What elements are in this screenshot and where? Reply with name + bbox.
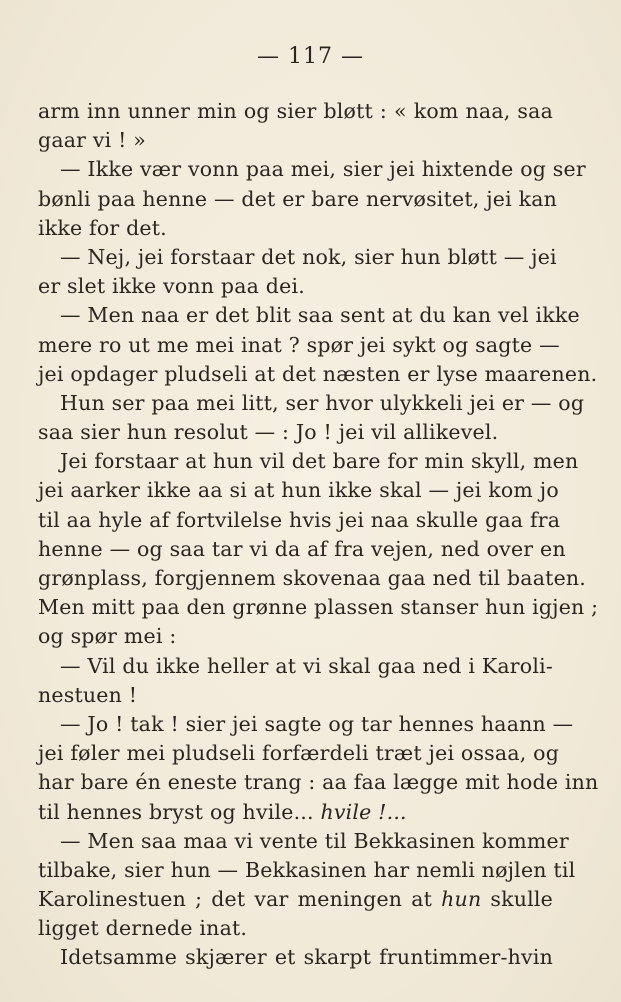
text-line: — Jo ! tak ! sier jei sagte og tar hennes haann — [60, 711, 574, 736]
text-line: jei føler mei pludseli forfærdeli træt jei ossaa, og [38, 741, 560, 766]
text-line: arm inn unner min og sier bløtt : « kom naa, saa [38, 99, 553, 123]
text-line-italic: hun [441, 887, 482, 912]
text-line: — Men naa er det blit saa sent at du kan vel ikke [60, 303, 580, 328]
text-line: har bare én eneste trang : aa faa lægge mit hode inn [38, 770, 599, 795]
text-line: er slet ikke vonn paa dei. [38, 274, 305, 299]
text-line: mere ro ut me mei inat ? spør jei sykt og sagte — [38, 332, 560, 357]
text-line: grønplass, forgjennem skovenaa gaa ned til baaten. [38, 566, 587, 590]
text-line [38, 885, 553, 914]
text-line: henne — og saa tar vi da af fra vejen, ned over en [38, 536, 566, 561]
text-line-roman-tail: skulle [481, 887, 553, 912]
text-line: ligget dernede inat. [38, 916, 248, 941]
text-line-roman: Karolinestuen ; det var meningen at [38, 887, 442, 912]
text-line: — Men saa maa vi vente til Bekkasinen kommer [60, 828, 569, 853]
page-number: — 117 — [257, 44, 364, 69]
text-line: Hun ser paa mei litt, ser hvor ulykkeli jei er — og [60, 390, 585, 415]
text-line-roman: til hennes bryst og hvile... [38, 799, 321, 824]
text-line: jei aarker ikke aa si at hun ikke skal — jei kom jo [38, 478, 559, 503]
text-line: tilbake, sier hun — Bekkasinen har nemli nøjlen til [38, 857, 576, 882]
text-line: jei opdager pludseli at det næsten er lyse maarenen. [38, 361, 598, 386]
text-line: Jei forstaar at hun vil det bare for min skyll, men [60, 449, 579, 474]
body-text [38, 97, 599, 973]
text-line: og spør mei : [38, 624, 177, 649]
text-line: saa sier hun resolut — : Jo ! jei vil allikevel. [38, 420, 499, 445]
text-line: Idetsamme skjærer et skarpt fruntimmer-hvin [60, 945, 553, 970]
text-line: — Vil du ikke heller at vi skal gaa ned i Karoli- [60, 653, 553, 678]
text-line: Men mitt paa den grønne plassen stanser hun igjen ; [38, 595, 599, 620]
text-line-italic: hvile !... [320, 799, 407, 824]
text-line: nestuen ! [38, 682, 138, 707]
text-line: ikke for det. [38, 215, 167, 240]
text-line: gaar vi ! » [38, 128, 147, 153]
text-line: — Ikke vær vonn paa mei, sier jei hixtende og ser [60, 157, 586, 182]
text-line: til aa hyle af fortvilelse hvis jei naa skulle gaa fra [38, 507, 561, 532]
text-line: bønli paa henne — det er bare nervøsitet, jei kan [38, 186, 558, 211]
text-line: — Nej, jei forstaar det nok, sier hun bløtt — jei [60, 244, 557, 269]
text-line [38, 798, 553, 827]
